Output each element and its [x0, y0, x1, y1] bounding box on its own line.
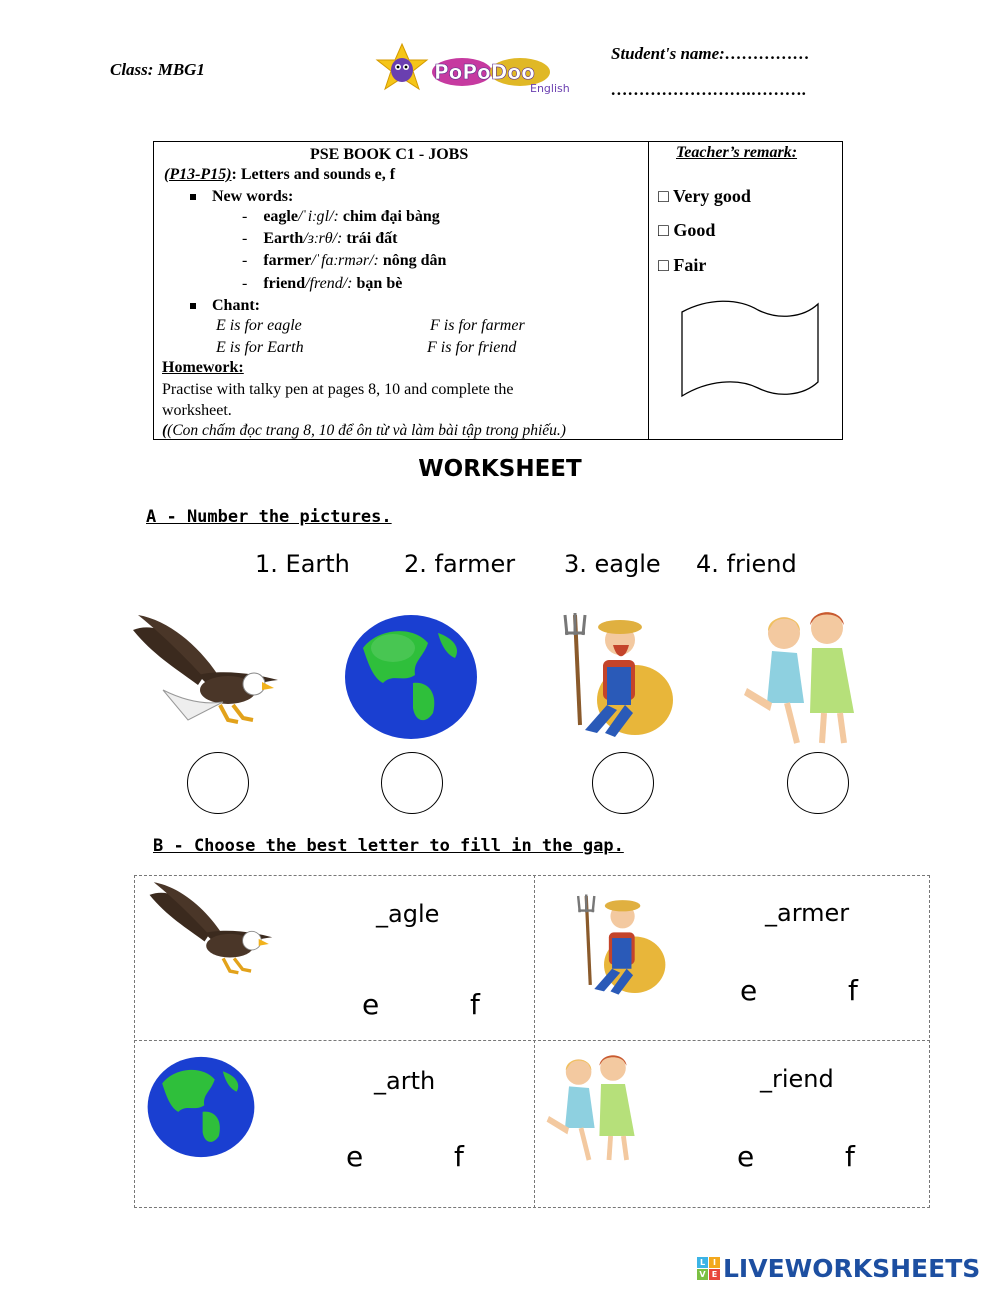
homework-text: worksheet.: [162, 402, 232, 419]
chant-line: F is for friend: [427, 339, 517, 356]
chant-line: E is for eagle: [216, 317, 302, 334]
word-option: 2. farmer: [404, 550, 516, 578]
meaning: nông dân: [382, 252, 447, 269]
farmer-picture: [562, 885, 667, 1005]
word-option: 3. eagle: [564, 550, 661, 578]
homework-vi-text: (Con chấm đọc trang 8, 10 để ôn từ và làm bài tập trong phiếu.): [167, 422, 566, 439]
new-words-heading: [190, 186, 293, 207]
ipa: /ɜːrθ/:: [303, 230, 343, 247]
letter-option-f[interactable]: f: [470, 988, 480, 1021]
number-answer-circle[interactable]: [787, 752, 849, 814]
table-divider: [648, 141, 649, 440]
meaning: trái đất: [346, 230, 398, 247]
chant-line: F is for farmer: [430, 317, 525, 334]
badge-letter: E: [709, 1269, 720, 1280]
class-label: Class: MBG1: [110, 60, 205, 79]
word: farmer: [263, 252, 312, 269]
pages-desc: : Letters and sounds e, f: [231, 166, 396, 183]
friends-picture: [545, 1046, 645, 1171]
section-b-title: B - Choose the best letter to fill in the gap.: [153, 836, 624, 856]
letter-option-f[interactable]: f: [845, 1140, 855, 1173]
bullet-icon: [190, 303, 196, 309]
bullet-icon: [190, 194, 196, 200]
homework-label: Homework:: [162, 359, 244, 376]
ipa: /frend/:: [305, 275, 353, 292]
gap-word: _agle: [376, 900, 440, 928]
teacher-remark-title: Teacher’s remark:: [676, 144, 798, 161]
liveworksheets-logo: [697, 1254, 980, 1283]
remark-option-very-good[interactable]: □ Very good: [658, 186, 751, 206]
meaning: chim đại bàng: [342, 208, 440, 225]
farmer-picture: [545, 605, 675, 745]
live-badge-icon: [697, 1257, 720, 1280]
badge-letter: I: [709, 1257, 720, 1268]
logo-text: PoPoDoo: [434, 60, 535, 84]
badge-letter: L: [697, 1257, 708, 1268]
eagle-picture: [143, 878, 283, 993]
homework-vietnamese: ((Con chấm đọc trang 8, 10 để ôn từ và làm bài tập trong phiếu.): [162, 422, 566, 439]
letter-option-f[interactable]: f: [848, 974, 858, 1007]
pages-ref: (P13-P15): [164, 166, 232, 183]
logo-sub-text: English: [530, 82, 570, 95]
gap-word: _armer: [765, 899, 850, 927]
number-answer-circle[interactable]: [592, 752, 654, 814]
word: eagle: [263, 208, 298, 225]
word-option: 1. Earth: [255, 550, 350, 578]
letter-option-e[interactable]: e: [362, 988, 380, 1021]
chant-line: E is for Earth: [216, 339, 304, 356]
letter-option-e[interactable]: e: [740, 974, 758, 1007]
number-answer-circle[interactable]: [187, 752, 249, 814]
earth-picture: [146, 1052, 256, 1167]
ipa: /ˈfɑːrmər/:: [311, 252, 379, 269]
friends-picture: [742, 603, 867, 753]
new-word-item: - eagle/ˈiːɡl/: chim đại bàng: [242, 208, 440, 225]
remark-option-fair[interactable]: □ Fair: [658, 255, 707, 275]
homework-text: Practise with talky pen at pages 8, 10 and complete the: [162, 381, 514, 398]
remark-option-good[interactable]: □ Good: [658, 220, 716, 240]
worksheet-title: WORKSHEET: [418, 456, 582, 482]
new-words-label: New words:: [212, 188, 294, 205]
letter-option-e[interactable]: e: [737, 1140, 755, 1173]
student-name-label: Student's name:……………: [611, 44, 810, 63]
word: Earth: [263, 230, 304, 247]
gap-word: _arth: [374, 1067, 436, 1095]
letter-option-f[interactable]: f: [454, 1140, 464, 1173]
new-word-item: - farmer/ˈfɑːrmər/: nông dân: [242, 252, 447, 269]
badge-letter: V: [697, 1269, 708, 1280]
flag-stamp-box: [678, 296, 823, 406]
new-word-item: - friend/frend/: bạn bè: [242, 275, 403, 292]
grid-divider: [134, 1040, 930, 1041]
popodoo-logo: [372, 42, 587, 97]
grid-divider: [534, 875, 535, 1208]
chant-label: Chant:: [212, 297, 261, 314]
meaning: bạn bè: [356, 275, 403, 292]
word-option: 4. friend: [696, 550, 797, 578]
word: friend: [263, 275, 306, 292]
pages-line: [164, 164, 395, 185]
chant-heading: [190, 295, 260, 316]
ipa: /ˈiːɡl/:: [297, 208, 339, 225]
student-name-line: …………………….……….: [611, 80, 807, 99]
gap-word: _riend: [760, 1065, 834, 1093]
letter-option-e[interactable]: e: [346, 1140, 364, 1173]
liveworksheets-brand[interactable]: LIVEWORKSHEETS: [723, 1254, 981, 1283]
earth-picture: [343, 613, 479, 746]
book-title: PSE BOOK C1 - JOBS: [310, 146, 469, 163]
eagle-picture: [128, 610, 288, 745]
new-word-item: - Earth/ɜːrθ/: trái đất: [242, 230, 398, 247]
section-a-title: A - Number the pictures.: [146, 507, 392, 527]
number-answer-circle[interactable]: [381, 752, 443, 814]
